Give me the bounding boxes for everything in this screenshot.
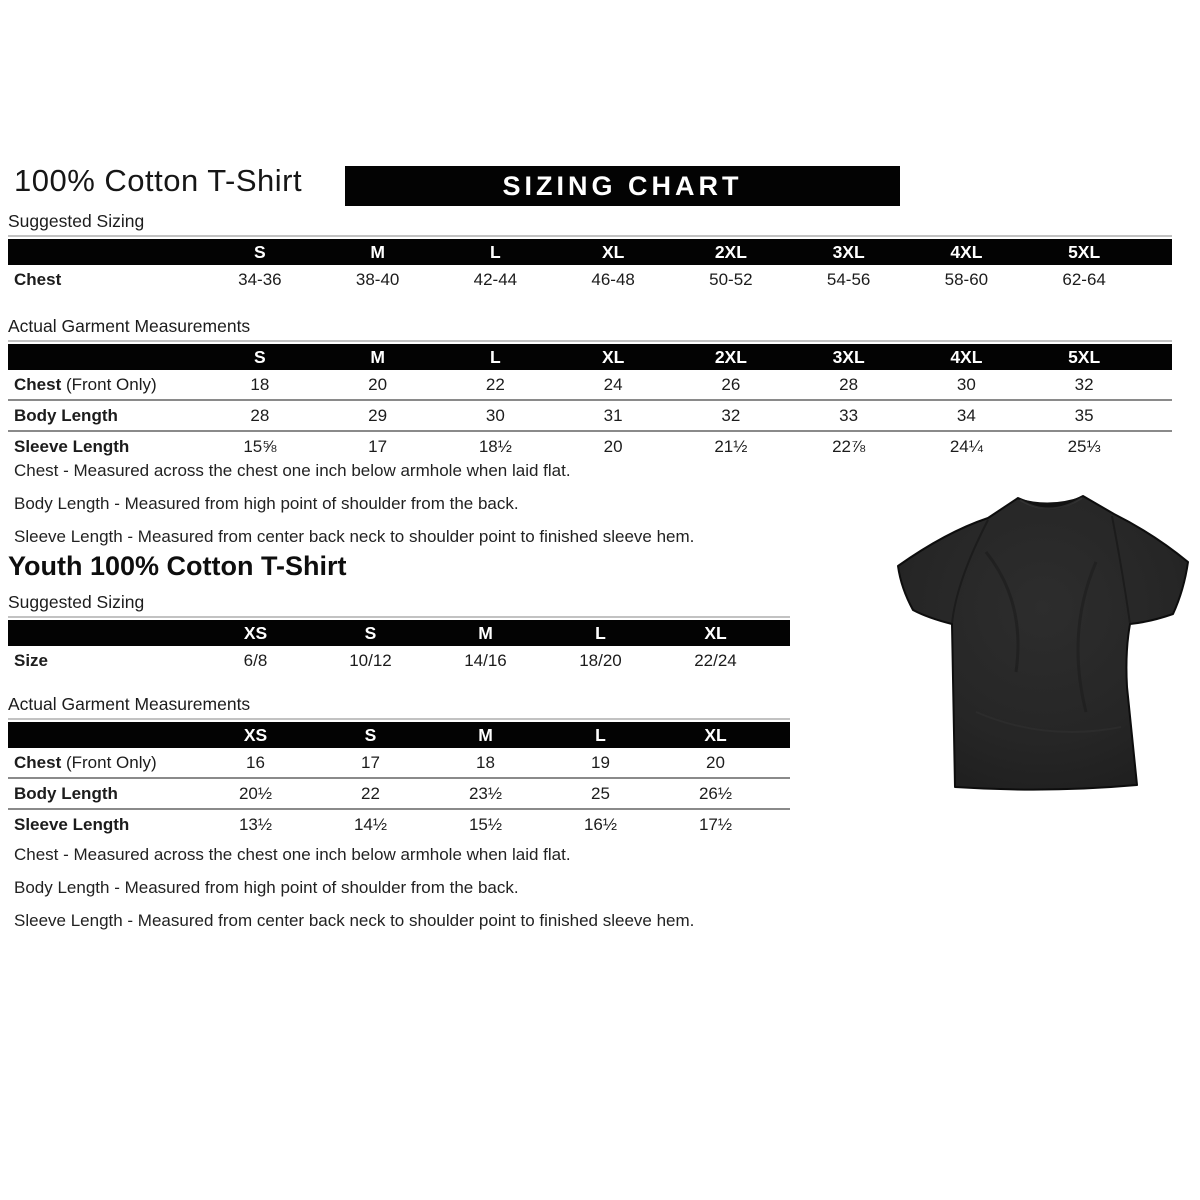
divider-line xyxy=(8,718,790,720)
column-header-2xl: 2XL xyxy=(714,241,747,262)
table-value-cell: 62-64 xyxy=(1062,269,1106,289)
table-value-cell: 24 xyxy=(603,374,623,394)
table-header-row xyxy=(8,239,1172,265)
table-header-row xyxy=(8,722,790,748)
table-value-cell: 14/16 xyxy=(464,650,507,670)
youth-suggested-section xyxy=(8,592,790,675)
column-header-4xl: 4XL xyxy=(950,346,983,367)
table-value-cell: 58-60 xyxy=(944,269,989,289)
divider-line xyxy=(8,616,790,618)
tshirt-image xyxy=(896,492,1192,794)
table-value-cell: 24¼ xyxy=(949,436,983,456)
table-value-cell: 46-48 xyxy=(591,269,635,289)
row-label-suffix: (Front Only) xyxy=(61,374,157,394)
row-label xyxy=(8,270,201,290)
adult-actual-table xyxy=(8,344,1172,461)
sizing-chart-banner xyxy=(345,166,900,206)
table-value-cell: 34-36 xyxy=(238,269,282,289)
table-row xyxy=(8,808,790,839)
row-label-text: Chest xyxy=(14,752,62,772)
column-header-5xl: 5XL xyxy=(1068,241,1101,262)
table-row xyxy=(8,748,790,777)
table-value-cell: 31 xyxy=(603,405,623,425)
adult-suggested-section xyxy=(8,211,1172,294)
column-header-m: M xyxy=(370,241,385,262)
row-label-text: Body Length xyxy=(14,405,118,425)
suggested-sizing-label: Suggested Sizing xyxy=(8,592,145,612)
table-value-cell: 21½ xyxy=(714,436,748,456)
row-label xyxy=(8,784,198,804)
column-header-s: S xyxy=(254,241,266,262)
column-header-xl: XL xyxy=(704,622,727,643)
column-header-xl: XL xyxy=(704,724,727,745)
note-chest: Chest - Measured across the chest one inch below armhole when laid flat. xyxy=(14,845,571,864)
table-value-cell: 13½ xyxy=(238,814,273,834)
row-label-suffix: (Front Only) xyxy=(61,752,157,772)
table-value-cell: 22⅞ xyxy=(832,436,866,456)
note-sleeve-length: Sleeve Length - Measured from center back neck to shoulder point to finished sleeve hem. xyxy=(14,527,695,546)
actual-measurements-label: Actual Garment Measurements xyxy=(8,316,251,336)
tshirt-body xyxy=(898,496,1188,790)
column-header-3xl: 3XL xyxy=(832,241,865,262)
youth-section-title: Youth 100% Cotton T-Shirt xyxy=(8,551,347,581)
table-value-cell: 19 xyxy=(591,752,610,772)
table-row xyxy=(8,370,1172,399)
note-body-length: Body Length - Measured from high point of shoulder from the back. xyxy=(14,494,519,513)
table-row xyxy=(8,399,1172,430)
youth-measurement-notes xyxy=(14,845,694,944)
table-header-row xyxy=(8,344,1172,370)
column-header-xs: XS xyxy=(243,622,268,643)
table-value-cell: 28 xyxy=(250,405,270,425)
column-header-l: L xyxy=(595,622,606,643)
column-header-m: M xyxy=(478,724,493,745)
row-label-text: Body Length xyxy=(14,783,118,803)
table-value-cell: 20 xyxy=(368,374,388,394)
table-value-cell: 18/20 xyxy=(579,650,622,670)
row-label xyxy=(8,437,201,457)
column-header-l: L xyxy=(490,346,501,367)
youth-actual-section xyxy=(8,694,790,839)
divider-line xyxy=(8,235,1172,237)
table-value-cell: 20 xyxy=(603,436,623,456)
table-value-cell: 26 xyxy=(721,374,741,394)
youth-actual-table xyxy=(8,722,790,839)
tshirt-svg xyxy=(896,492,1192,794)
row-label-text: Chest xyxy=(14,374,62,394)
row-label-text: Sleeve Length xyxy=(14,436,130,456)
table-value-cell: 18½ xyxy=(478,436,512,456)
table-value-cell: 33 xyxy=(839,405,859,425)
page-title: 100% Cotton T-Shirt xyxy=(14,163,303,198)
row-label xyxy=(8,375,201,395)
table-value-cell: 50-52 xyxy=(709,269,753,289)
table-row xyxy=(8,265,1172,294)
table-value-cell: 10/12 xyxy=(349,650,392,670)
table-value-cell: 22/24 xyxy=(694,650,737,670)
table-value-cell: 15½ xyxy=(468,814,503,834)
table-value-cell: 54-56 xyxy=(826,269,871,289)
table-value-cell: 18 xyxy=(476,752,495,772)
column-header-xl: XL xyxy=(601,241,625,262)
column-header-m: M xyxy=(478,622,493,643)
table-value-cell: 28 xyxy=(839,374,859,394)
table-header-row xyxy=(8,620,790,646)
table-value-cell: 25 xyxy=(591,783,610,803)
column-header-m: M xyxy=(370,346,385,367)
column-header-xs: XS xyxy=(243,724,268,745)
adult-suggested-table xyxy=(8,239,1172,294)
table-value-cell: 32 xyxy=(1074,374,1094,394)
table-value-cell: 20 xyxy=(706,752,725,772)
column-header-l: L xyxy=(490,241,501,262)
table-value-cell: 14½ xyxy=(353,814,388,834)
divider-line xyxy=(8,340,1172,342)
column-header-s: S xyxy=(254,346,266,367)
column-header-4xl: 4XL xyxy=(950,241,983,262)
table-value-cell: 17 xyxy=(368,436,388,456)
row-label xyxy=(8,651,198,671)
note-sleeve-length: Sleeve Length - Measured from center back neck to shoulder point to finished sleeve hem. xyxy=(14,911,695,930)
row-label xyxy=(8,406,201,426)
table-value-cell: 35 xyxy=(1074,405,1094,425)
actual-measurements-label: Actual Garment Measurements xyxy=(8,694,251,714)
table-value-cell: 20½ xyxy=(238,783,273,803)
column-header-s: S xyxy=(364,622,377,643)
column-header-2xl: 2XL xyxy=(714,346,747,367)
table-value-cell: 18 xyxy=(250,374,270,394)
column-header-s: S xyxy=(364,724,377,745)
note-chest: Chest - Measured across the chest one inch below armhole when laid flat. xyxy=(14,461,571,480)
table-value-cell: 17 xyxy=(361,752,380,772)
table-value-cell: 29 xyxy=(368,405,388,425)
column-header-l: L xyxy=(595,724,606,745)
table-row xyxy=(8,777,790,808)
table-value-cell: 25⅓ xyxy=(1067,436,1101,456)
table-value-cell: 16½ xyxy=(583,814,618,834)
table-value-cell: 38-40 xyxy=(355,269,400,289)
table-value-cell: 22 xyxy=(361,783,380,803)
table-value-cell: 30 xyxy=(485,405,505,425)
table-value-cell: 23½ xyxy=(468,783,503,803)
table-value-cell: 30 xyxy=(956,374,976,394)
column-header-3xl: 3XL xyxy=(832,346,865,367)
table-value-cell: 42-44 xyxy=(473,269,518,289)
table-row xyxy=(8,430,1172,461)
row-label-text: Sleeve Length xyxy=(14,814,130,834)
table-value-cell: 6/8 xyxy=(243,650,268,670)
table-value-cell: 17½ xyxy=(698,814,733,834)
note-body-length: Body Length - Measured from high point of shoulder from the back. xyxy=(14,878,519,897)
row-label-text: Chest xyxy=(14,269,62,289)
row-label xyxy=(8,753,198,773)
column-header-5xl: 5XL xyxy=(1068,346,1101,367)
youth-suggested-table xyxy=(8,620,790,675)
column-header-xl: XL xyxy=(601,346,625,367)
table-value-cell: 15⅝ xyxy=(243,436,277,456)
sizing-chart-banner-text: SIZING CHART xyxy=(502,170,743,201)
table-value-cell: 26½ xyxy=(698,783,733,803)
row-label-text: Size xyxy=(14,650,49,670)
row-label xyxy=(8,815,198,835)
table-value-cell: 32 xyxy=(721,405,741,425)
table-value-cell: 34 xyxy=(956,405,976,425)
table-value-cell: 22 xyxy=(485,374,505,394)
adult-measurement-notes xyxy=(14,461,694,560)
table-row xyxy=(8,646,790,675)
table-value-cell: 16 xyxy=(246,752,265,772)
suggested-sizing-label: Suggested Sizing xyxy=(8,211,145,231)
adult-actual-section xyxy=(8,316,1172,461)
